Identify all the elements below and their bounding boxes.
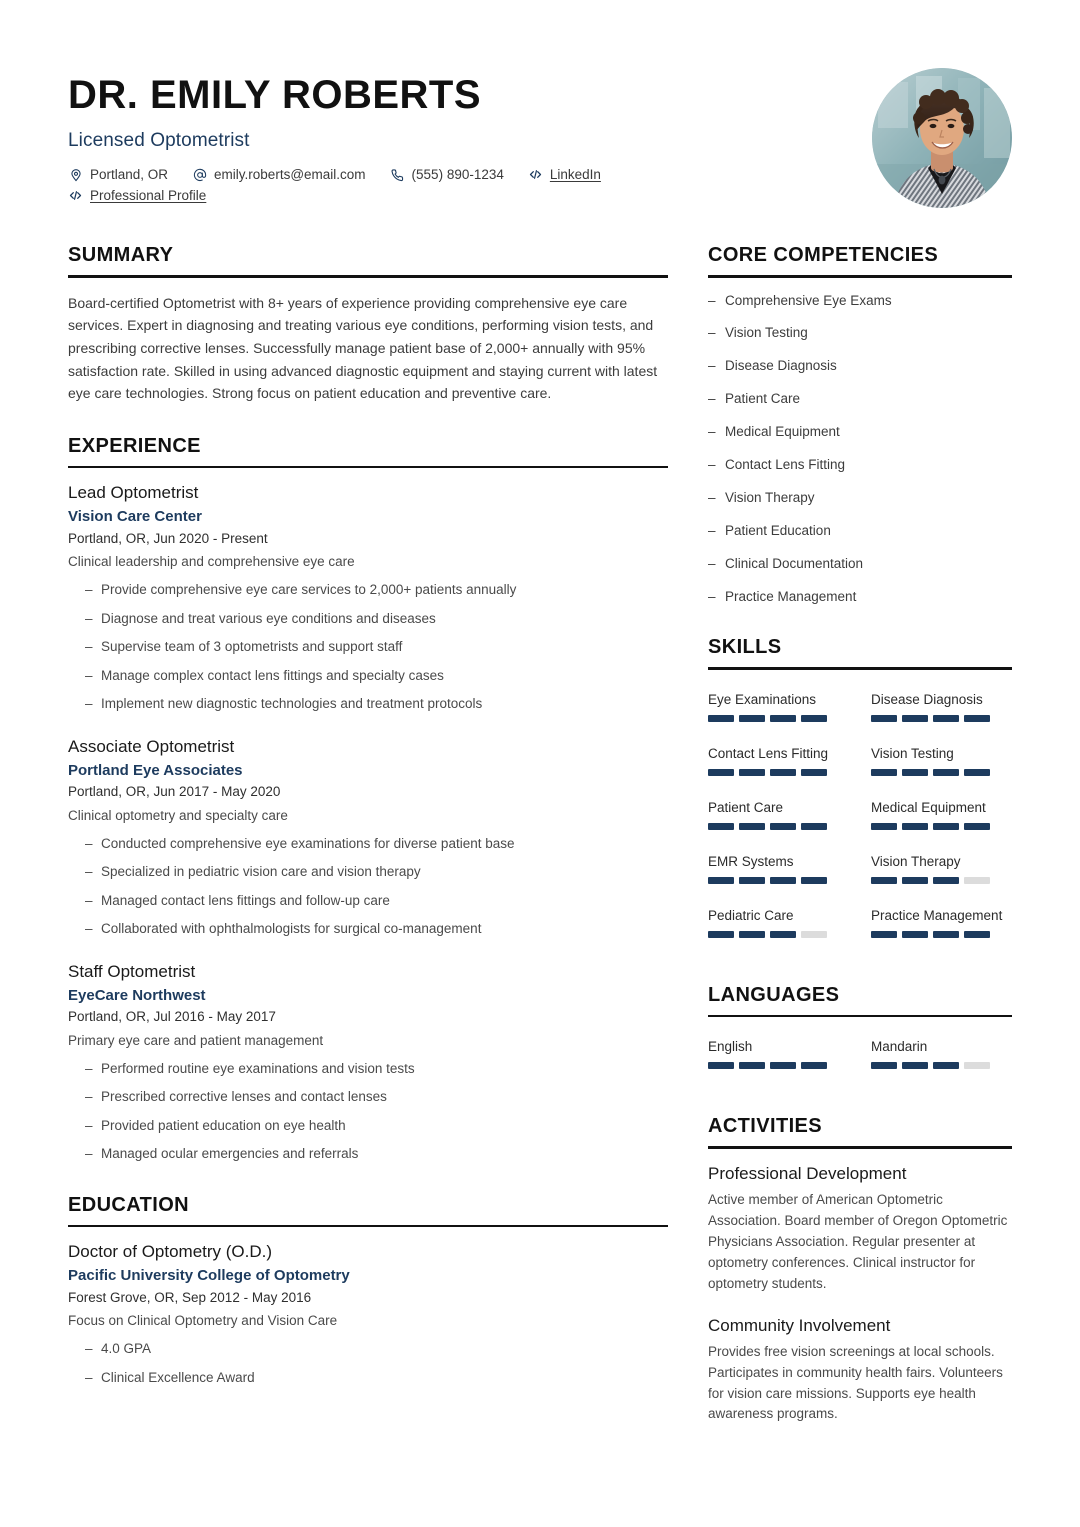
section-education bbox=[68, 1194, 668, 1387]
core-competency-item: – Clinical Documentation bbox=[708, 555, 1012, 574]
level-segment bbox=[708, 931, 734, 938]
entry-bullet: – Collaborated with ophthalmologists for surgical co-management bbox=[68, 919, 668, 939]
entry-description: Clinical leadership and comprehensive eye care bbox=[68, 554, 355, 570]
level-segment bbox=[739, 931, 765, 938]
entry-bullet: – Supervise team of 3 optometrists and support staff bbox=[68, 637, 668, 657]
entry-organization: Pacific University College of Optometry bbox=[68, 1267, 350, 1285]
skill-level-bar bbox=[708, 931, 849, 938]
skill-label: Vision Therapy bbox=[871, 853, 961, 869]
resume-body bbox=[0, 244, 1080, 1425]
level-segment bbox=[801, 877, 827, 884]
level-segment bbox=[770, 715, 796, 722]
candidate-name: DR. EMILY ROBERTS bbox=[68, 73, 482, 117]
level-segment bbox=[801, 715, 827, 722]
skill-label: Practice Management bbox=[871, 907, 1003, 923]
level-segment bbox=[739, 769, 765, 776]
level-segment bbox=[902, 1062, 928, 1069]
entry-role: Doctor of Optometry (O.D.) bbox=[68, 1242, 273, 1262]
skill-label: Eye Examinations bbox=[708, 691, 817, 707]
language-label: Mandarin bbox=[871, 1039, 928, 1055]
level-segment bbox=[964, 931, 990, 938]
section-summary bbox=[68, 244, 668, 405]
section-title-summary: SUMMARY bbox=[68, 244, 174, 266]
core-competency-item: – Patient Education bbox=[708, 522, 1012, 541]
activity-block bbox=[708, 1315, 1012, 1426]
level-segment bbox=[708, 769, 734, 776]
level-segment bbox=[964, 1062, 990, 1069]
core-competency-item: – Disease Diagnosis bbox=[708, 357, 1012, 376]
entry-location-dates: Portland, OR, Jul 2016 - May 2017 bbox=[68, 1009, 276, 1025]
contact-item-location-pin bbox=[68, 167, 168, 182]
core-competency-item: – Vision Therapy bbox=[708, 489, 1012, 508]
entry-bullet: – Performed routine eye examinations and vision tests bbox=[68, 1059, 668, 1079]
language bbox=[708, 1031, 849, 1069]
entry-location-dates: Portland, OR, Jun 2017 - May 2020 bbox=[68, 784, 281, 800]
skill bbox=[708, 846, 849, 884]
section-skills bbox=[708, 636, 1012, 954]
entry-bullet: – Specialized in pediatric vision care and vision therapy bbox=[68, 862, 668, 882]
entry-location-dates: Forest Grove, OR, Sep 2012 - May 2016 bbox=[68, 1289, 312, 1305]
level-segment bbox=[871, 769, 897, 776]
core-competency-item: – Patient Care bbox=[708, 390, 1012, 409]
level-segment bbox=[739, 715, 765, 722]
skill-level-bar bbox=[708, 715, 849, 722]
core-competency-item: – Vision Testing bbox=[708, 324, 1012, 343]
level-segment bbox=[933, 931, 959, 938]
section-title-activities: ACTIVITIES bbox=[708, 1115, 823, 1138]
skill-label: Medical Equipment bbox=[871, 799, 986, 815]
contact-text: Portland, OR bbox=[90, 167, 169, 182]
core-competency-item: – Contact Lens Fitting bbox=[708, 456, 1012, 475]
level-segment bbox=[871, 877, 897, 884]
entry-bullet-list bbox=[68, 1339, 668, 1387]
skill-level-bar bbox=[708, 823, 849, 830]
entry-bullet-list bbox=[68, 834, 668, 939]
entry-description: Focus on Clinical Optometry and Vision Care bbox=[68, 1313, 338, 1329]
entry-organization: EyeCare Northwest bbox=[68, 986, 206, 1004]
languages-grid bbox=[708, 1031, 1012, 1085]
contact-item-link[interactable] bbox=[68, 188, 206, 203]
section-title-core-competencies: CORE COMPETENCIES bbox=[708, 244, 939, 266]
level-segment bbox=[964, 877, 990, 884]
level-segment bbox=[801, 823, 827, 830]
activity-title: Professional Development bbox=[708, 1163, 907, 1183]
level-segment bbox=[708, 715, 734, 722]
level-segment bbox=[708, 877, 734, 884]
section-title-languages: LANGUAGES bbox=[708, 983, 840, 1006]
level-segment bbox=[933, 823, 959, 830]
level-segment bbox=[964, 715, 990, 722]
entry-bullet-list bbox=[68, 580, 668, 714]
section-title-skills: SKILLS bbox=[708, 636, 782, 659]
level-segment bbox=[739, 1062, 765, 1069]
entry-role: Lead Optometrist bbox=[68, 483, 199, 503]
skill-level-bar bbox=[871, 931, 1012, 938]
section-core-competencies bbox=[708, 244, 1012, 606]
activity-block bbox=[708, 1163, 1012, 1295]
skill-label: Disease Diagnosis bbox=[871, 691, 983, 707]
core-competency-item: – Comprehensive Eye Exams bbox=[708, 292, 1012, 311]
entry-description: Primary eye care and patient management bbox=[68, 1032, 324, 1048]
level-segment bbox=[708, 1062, 734, 1069]
experience-entry-list bbox=[68, 482, 668, 1163]
level-segment bbox=[770, 769, 796, 776]
education-entry-list bbox=[68, 1241, 668, 1387]
core-competency-item: – Medical Equipment bbox=[708, 423, 1012, 442]
skill-label: Contact Lens Fitting bbox=[708, 745, 829, 761]
level-segment bbox=[871, 1062, 897, 1069]
entry-bullet: – Provide comprehensive eye care services to 2,000+ patients annually bbox=[68, 580, 668, 600]
skill bbox=[708, 738, 849, 776]
level-segment bbox=[933, 1062, 959, 1069]
contact-item-phone bbox=[390, 167, 504, 182]
level-segment bbox=[770, 823, 796, 830]
entry-bullet: – Managed ocular emergencies and referrals bbox=[68, 1144, 668, 1164]
section-divider bbox=[68, 466, 668, 469]
level-segment bbox=[964, 769, 990, 776]
skill bbox=[871, 738, 1012, 776]
section-languages bbox=[708, 984, 1012, 1086]
activity-title: Community Involvement bbox=[708, 1315, 891, 1335]
entry-description: Clinical optometry and specialty care bbox=[68, 807, 288, 823]
skill-label: EMR Systems bbox=[708, 853, 794, 869]
skill-level-bar bbox=[708, 769, 849, 776]
skill-label: Patient Care bbox=[708, 799, 784, 815]
section-title-experience: EXPERIENCE bbox=[68, 434, 201, 457]
language-level-bar bbox=[708, 1062, 849, 1069]
entry-bullet: – Manage complex contact lens fittings and specialty cases bbox=[68, 666, 668, 686]
entry-bullet-list bbox=[68, 1059, 668, 1164]
skill-level-bar bbox=[708, 877, 849, 884]
skill-level-bar bbox=[871, 877, 1012, 884]
level-segment bbox=[902, 823, 928, 830]
entry-bullet: – Diagnose and treat various eye conditions and diseases bbox=[68, 609, 668, 629]
level-segment bbox=[739, 877, 765, 884]
level-segment bbox=[801, 1062, 827, 1069]
resume-header bbox=[0, 0, 1080, 208]
section-divider bbox=[708, 275, 1012, 278]
education-entry bbox=[68, 1241, 668, 1387]
skill-label: Pediatric Care bbox=[708, 907, 794, 923]
skills-grid bbox=[708, 684, 1012, 954]
contact-row bbox=[68, 167, 668, 203]
activities-list bbox=[708, 1163, 1012, 1425]
entry-bullet: – Managed contact lens fittings and follow-up care bbox=[68, 891, 668, 911]
level-segment bbox=[708, 823, 734, 830]
main-column bbox=[68, 244, 668, 1387]
skill bbox=[871, 900, 1012, 938]
entry-location-dates: Portland, OR, Jun 2020 - Present bbox=[68, 530, 268, 546]
entry-bullet: – Prescribed corrective lenses and contact lenses bbox=[68, 1087, 668, 1107]
level-segment bbox=[739, 823, 765, 830]
entry-bullet: – Conducted comprehensive eye examinations for diverse patient base bbox=[68, 834, 668, 854]
level-segment bbox=[770, 1062, 796, 1069]
skill bbox=[871, 792, 1012, 830]
section-activities bbox=[708, 1115, 1012, 1425]
section-divider bbox=[68, 1225, 668, 1228]
level-segment bbox=[801, 769, 827, 776]
level-segment bbox=[871, 715, 897, 722]
section-divider bbox=[708, 1146, 1012, 1149]
skill bbox=[708, 684, 849, 722]
contact-text[interactable]: LinkedIn bbox=[549, 167, 601, 182]
avatar bbox=[872, 68, 1012, 208]
section-title-education: EDUCATION bbox=[68, 1193, 190, 1216]
link-icon bbox=[528, 167, 543, 182]
skill bbox=[708, 792, 849, 830]
at-sign-icon bbox=[192, 167, 207, 182]
activity-text: Active member of American Optometric Association. Board member of Oregon Optometric Physicians Association. Regular presenter at optometry conferences. Clinical instructor for optometry students. bbox=[708, 1192, 1008, 1291]
header-text-block bbox=[68, 68, 872, 203]
skill-level-bar bbox=[871, 769, 1012, 776]
section-experience bbox=[68, 435, 668, 1164]
skill-label: Vision Testing bbox=[871, 745, 954, 761]
level-segment bbox=[933, 715, 959, 722]
level-segment bbox=[902, 715, 928, 722]
language bbox=[871, 1031, 1012, 1069]
skill bbox=[708, 900, 849, 938]
level-segment bbox=[933, 769, 959, 776]
activity-text: Provides free vision screenings at local schools. Participates in community health fairs. Volunteers for vision care missions. Supports eye health awareness programs. bbox=[708, 1343, 1003, 1422]
entry-bullet: – 4.0 GPA bbox=[68, 1339, 668, 1359]
entry-organization: Portland Eye Associates bbox=[68, 761, 243, 779]
section-divider bbox=[68, 275, 668, 278]
entry-role: Staff Optometrist bbox=[68, 961, 196, 981]
side-column bbox=[708, 244, 1012, 1425]
skill bbox=[871, 684, 1012, 722]
level-segment bbox=[801, 931, 827, 938]
entry-bullet: – Clinical Excellence Award bbox=[68, 1368, 668, 1388]
level-segment bbox=[933, 877, 959, 884]
level-segment bbox=[871, 931, 897, 938]
experience-entry bbox=[68, 736, 668, 939]
experience-entry bbox=[68, 961, 668, 1164]
phone-icon bbox=[390, 167, 405, 182]
contact-text: (555) 890-1234 bbox=[411, 167, 504, 182]
skill-level-bar bbox=[871, 715, 1012, 722]
skill bbox=[871, 846, 1012, 884]
level-segment bbox=[964, 823, 990, 830]
language-level-bar bbox=[871, 1062, 1012, 1069]
location-pin-icon bbox=[68, 167, 83, 182]
contact-item-at-sign bbox=[192, 167, 366, 182]
entry-bullet: – Provided patient education on eye health bbox=[68, 1116, 668, 1136]
experience-entry bbox=[68, 482, 668, 714]
level-segment bbox=[902, 877, 928, 884]
section-divider bbox=[708, 1015, 1012, 1018]
level-segment bbox=[770, 931, 796, 938]
level-segment bbox=[902, 769, 928, 776]
level-segment bbox=[902, 931, 928, 938]
contact-text: emily.roberts@email.com bbox=[214, 167, 366, 182]
core-competency-item: – Practice Management bbox=[708, 588, 1012, 607]
summary-text: Board-certified Optometrist with 8+ years of experience providing comprehensive eye care services. Expert in diagnosing and treating various eye conditions, performing vision tests, and prescribing corrective lenses. Successfully manage patient base of 2,000+ annually with 95% satisfaction rate. Skilled in using advanced diagnostic equipment and staying current with latest eye care technologies. Strong focus on patient education and preventive care. bbox=[68, 294, 658, 402]
level-segment bbox=[770, 877, 796, 884]
section-divider bbox=[708, 667, 1012, 670]
contact-item-link[interactable] bbox=[528, 167, 601, 182]
language-label: English bbox=[708, 1039, 753, 1055]
entry-role: Associate Optometrist bbox=[68, 736, 235, 756]
skill-level-bar bbox=[871, 823, 1012, 830]
contact-text[interactable]: Professional Profile bbox=[90, 188, 207, 203]
candidate-job-title: Licensed Optometrist bbox=[68, 130, 250, 151]
entry-bullet: – Implement new diagnostic technologies and treatment protocols bbox=[68, 694, 668, 714]
core-competency-list bbox=[708, 292, 1012, 607]
entry-organization: Vision Care Center bbox=[68, 508, 202, 526]
level-segment bbox=[871, 823, 897, 830]
link-icon bbox=[68, 188, 83, 203]
